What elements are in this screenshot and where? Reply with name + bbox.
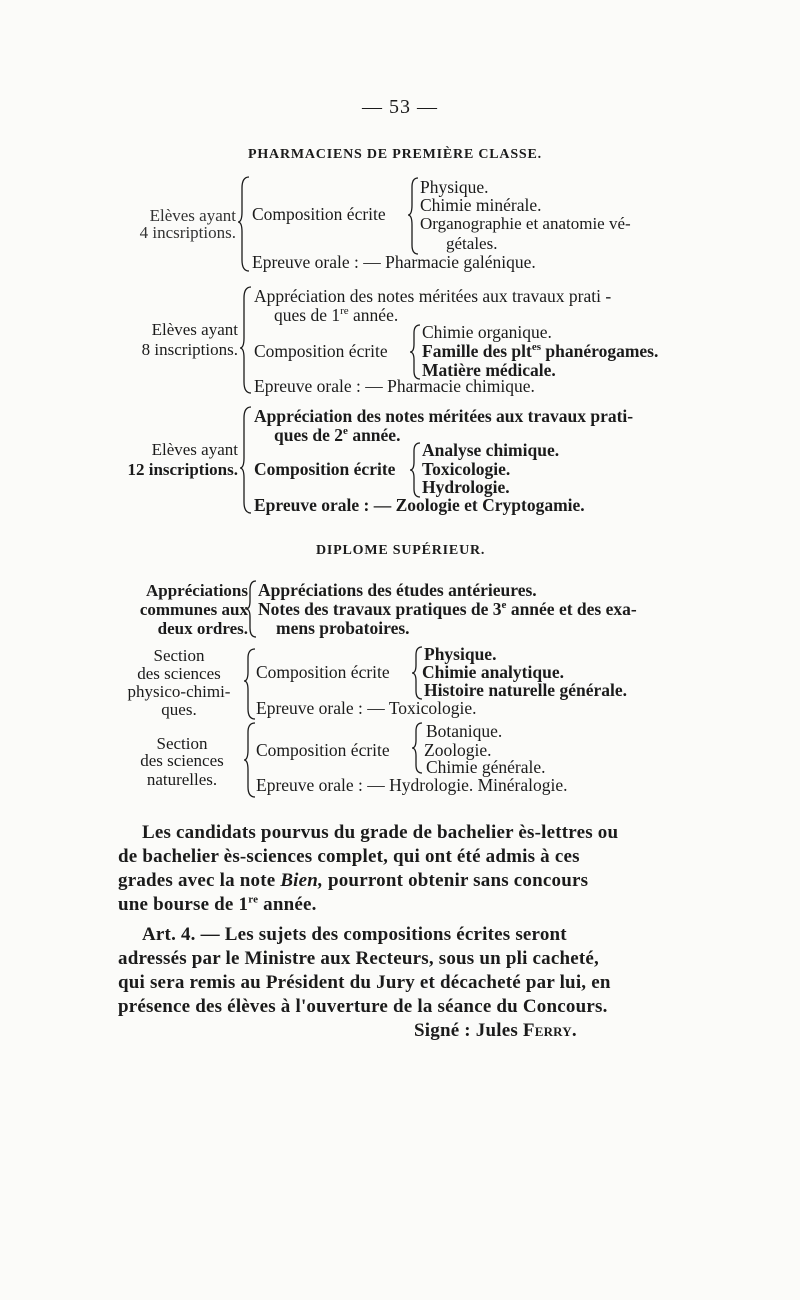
- subject-bracket: [408, 177, 420, 255]
- left-bracket: [240, 406, 254, 514]
- subject-bracket: [410, 324, 422, 380]
- subject: Zoologie.: [424, 740, 492, 760]
- subject: gétales.: [446, 234, 498, 253]
- section-heading-pharmaciens: PHARMACIENS DE PREMIÈRE CLASSE.: [248, 147, 542, 162]
- subject: Chimie organique.: [422, 322, 552, 342]
- subject: Chimie générale.: [426, 757, 546, 777]
- text-fragment: pourront obtenir sans concours: [327, 870, 589, 891]
- label-line: Section: [153, 646, 205, 665]
- text-line: de bachelier ès-sciences complet, qui ont été admis à ces: [118, 846, 580, 867]
- label-line: communes aux: [139, 600, 248, 619]
- subject: Physique.: [424, 644, 497, 664]
- text-line: Les candidats pourvus du grade de bachelier ès-lettres ou: [142, 822, 619, 843]
- oral-exam: Epreuve orale : — Pharmacie chimique.: [254, 376, 535, 396]
- label-line: Elèves ayant: [151, 440, 238, 459]
- composition-label: Composition écrite: [256, 662, 390, 682]
- label-line: 8 inscriptions.: [141, 340, 238, 359]
- composition-label: Composition écrite: [254, 459, 396, 479]
- left-bracket: [240, 286, 254, 394]
- label-line: 12 inscriptions.: [127, 460, 238, 479]
- subject: Botanique.: [426, 721, 503, 741]
- subject: Analyse chimique.: [422, 440, 560, 460]
- label-line: des sciences: [137, 664, 221, 683]
- subject: Hydrologie.: [422, 477, 510, 497]
- composition-label: Composition écrite: [254, 341, 388, 361]
- subject: Organographie et anatomie vé-: [420, 214, 631, 233]
- appreciation-line: ques de 2e année.: [274, 425, 401, 445]
- subject: Famille des plt$^{es}$ phanérogames.: [422, 341, 659, 361]
- left-bracket: [238, 176, 252, 272]
- signature: [414, 1019, 577, 1043]
- appreciation-line: [274, 306, 398, 325]
- appreciation-line: Notes des travaux pratiques de 3e année et des exa-: [258, 599, 637, 619]
- text-line: une bourse de 1re année.: [118, 893, 317, 915]
- subject-bracket: [412, 722, 424, 774]
- oral-exam: Epreuve orale : — Hydrologie. Minéralogie.: [256, 775, 568, 795]
- subject: Toxicologie.: [422, 459, 511, 479]
- text-fragment: grades avec la note: [118, 870, 276, 891]
- oral-exam: Epreuve orale : — Zoologie et Cryptogamie.: [254, 495, 585, 515]
- emphasis-bien: Bien,: [280, 870, 324, 891]
- subject: Chimie analytique.: [422, 662, 564, 682]
- label-line: Section: [156, 734, 208, 753]
- signature-text: Signé : Jules: [414, 1020, 518, 1041]
- label-line: des sciences: [140, 751, 224, 770]
- subject: Chimie minérale.: [420, 195, 542, 215]
- section-heading-diplome: DIPLOME SUPÉRIEUR.: [316, 543, 486, 558]
- label-line: 4 incsriptions.: [139, 223, 236, 242]
- label-line: physico-chimi-: [127, 682, 231, 701]
- appreciation-line: Appréciations des études antérieures.: [258, 580, 537, 600]
- oral-exam: Epreuve orale : — Pharmacie galénique.: [252, 252, 536, 272]
- subject: Matière médicale.: [422, 360, 556, 380]
- left-bracket: [246, 580, 258, 638]
- label-line: deux ordres.: [157, 619, 248, 638]
- label-line: ques.: [161, 700, 197, 719]
- text-line: adressés par le Ministre aux Recteurs, sous un pli cacheté,: [118, 948, 599, 969]
- text-line: présence des élèves à l'ouverture de la séance du Concours.: [118, 996, 608, 1017]
- subject: Physique.: [420, 177, 489, 197]
- subject-bracket: [410, 442, 422, 498]
- label-line: Appréciations: [146, 581, 248, 600]
- label-line: Elèves ayant: [151, 320, 238, 339]
- text-line: Art. 4. — Les sujets des compositions écrites seront: [142, 924, 567, 945]
- appreciation-text: ques de 1re année.: [274, 305, 399, 325]
- label-line: Elèves ayant: [149, 206, 236, 225]
- oral-exam: Epreuve orale : — Toxicologie.: [256, 698, 477, 718]
- signature-name: Ferry.: [522, 1020, 577, 1041]
- composition-label: Composition écrite: [256, 740, 390, 760]
- text-line: qui sera remis au Président du Jury et décacheté par lui, en: [118, 972, 611, 993]
- appreciation-line: mens probatoires.: [276, 618, 410, 638]
- page-number: — 53 —: [362, 96, 438, 118]
- subject: Histoire naturelle générale.: [424, 680, 627, 700]
- text-line: [118, 869, 588, 893]
- appreciation-line: Appréciation des notes méritées aux travaux prati -: [254, 286, 612, 306]
- appreciation-line: Appréciation des notes méritées aux travaux prati-: [254, 406, 634, 426]
- label-line: naturelles.: [146, 770, 218, 789]
- composition-label: Composition écrite: [252, 204, 386, 224]
